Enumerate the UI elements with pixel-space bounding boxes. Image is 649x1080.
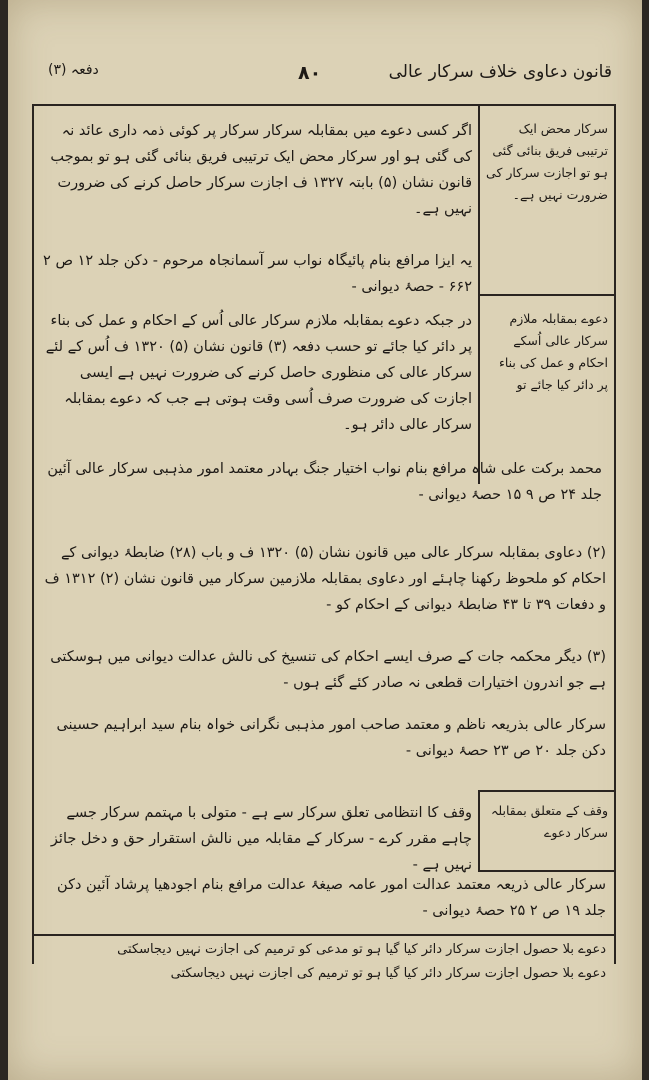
page-number: ۸۰ (298, 62, 322, 84)
paragraph-3: (۲) دعاوی بمقابلہ سرکار عالی میں قانون نشان (۵) ۱۳۲۰ ف و باب (۲۸) ضابطۂ دیوانی کے احکام کو ملحوظ رکھنا چاہئے اور دعاوی بمقابلہ ملازمین سرکار میں قانون نشان (۲) ۱۳۱۲ ف و دفعات ۳۹ تا ۴۳ ضابطۂ دیوانی کے احکام کو - (44, 545, 606, 613)
side-note-1: سرکار محض ایک ترتیبی فریق بنائی گئی ہو تو اجازت سرکار کی ضرورت نہیں ہے۔ (486, 121, 608, 202)
frame-top (32, 104, 616, 106)
book-page (8, 0, 642, 1080)
block-3-top (478, 790, 616, 792)
frame-left (32, 104, 34, 964)
running-title: قانون دعاوی خلاف سرکار عالی (388, 62, 612, 82)
side-note-3: وقف کے متعلق بمقابلہ سرکار دعوے (491, 803, 608, 840)
citation-1: یہ ایزا مرافع بنام پائیگاہ نواب سر آسمانجاہ مرحوم - دکن جلد ۱۲ ص ۲ ۶۶۲ - حصۂ دیوانی - (43, 253, 472, 295)
paragraph-1: اگر کسی دعوے میں بمقابلہ سرکار سرکار پر کوئی ذمہ داری عائد نہ کی گئی ہو اور سرکار محض ایک ترتیبی فریق بنائی گئی ہو تو بموجب قانون نشان (۵) بابتہ ۱۳۲۷ ف اجازت سرکار حاصل کرنے کی ضرورت نہیں ہے۔ (50, 123, 472, 217)
footnote-text: دعوے بلا حصول اجازت سرکار دائر کیا گیا ہو تو مدعی کو ترمیم کی اجازت نہیں دیجاسکتی (117, 942, 606, 957)
block-1-bottom (478, 294, 616, 296)
footnote-side: دعوے بلا حصول اجازت سرکار دائر کیا گیا ہو تو ترمیم کی اجازت نہیں دیجاسکتی (170, 966, 606, 981)
section-marker: دفعہ (۳) (48, 62, 99, 78)
side-note-2: دعوے بمقابلہ ملازم سرکار عالی اُسکے احکام و عمل کی بناء پر دائر کیا جائے تو (498, 311, 608, 392)
side-divider-1 (478, 104, 480, 294)
frame-right (614, 104, 616, 964)
footnote-rule (32, 934, 616, 936)
citation-3: سرکار عالی بذریعہ ناظم و معتمد صاحب امور مذہبی نگرانی خواہ بنام سید ابراہیم حسینی دکن جلد ۲۰ ص ۲۳ حصۂ دیوانی - (56, 717, 606, 759)
paragraph-2: در جبکہ دعوے بمقابلہ ملازم سرکار عالی اُس کے احکام و عمل کی بناء پر دائر کیا جائے تو حسب دفعہ (۳) قانون نشان (۵) ۱۳۲۰ ف اُس کے لئے سرکار عالی کی منظوری حاصل کرنے کی ضرورت نہیں ہے ایسی اجازت کی ضرورت صرف اُسی وقت ہوتی ہے جب کہ دعوے بمقابلہ سرکار عالی دائر ہو۔ (45, 313, 472, 433)
citation-4: سرکار عالی ذریعہ معتمد عدالت امور عامہ صیغۂ عدالت مرافع بنام اجودھیا پرشاد آئین دکن جلد ۱۹ ص ۲ ۲۵ حصۂ دیوانی - (57, 877, 606, 919)
paragraph-4: (۳) دیگر محکمہ جات کے صرف ایسے احکام کی تنسیخ کی نالش عدالت دیوانی میں ہوسکتی ہے جو اندرون اختیارات قطعی نہ صادر کئے گئے ہوں - (50, 649, 606, 691)
paragraph-5: وقف کا انتظامی تعلق سرکار سے ہے - متولی با مہتمم سرکار جسے چاہے مقرر کرے - سرکار کے مقابلہ میں نالش استقرار حق و دخل جائز نہیں ہے - (50, 805, 472, 873)
side-divider-3 (478, 790, 480, 870)
citation-2: محمد برکت علی شاہ مرافع بنام نواب اختیار جنگ بہادر معتمد امور مذہبی سرکار عالی آئین جلد ۲۴ ص ۹ ۱۵ حصۂ دیوانی - (47, 461, 602, 503)
